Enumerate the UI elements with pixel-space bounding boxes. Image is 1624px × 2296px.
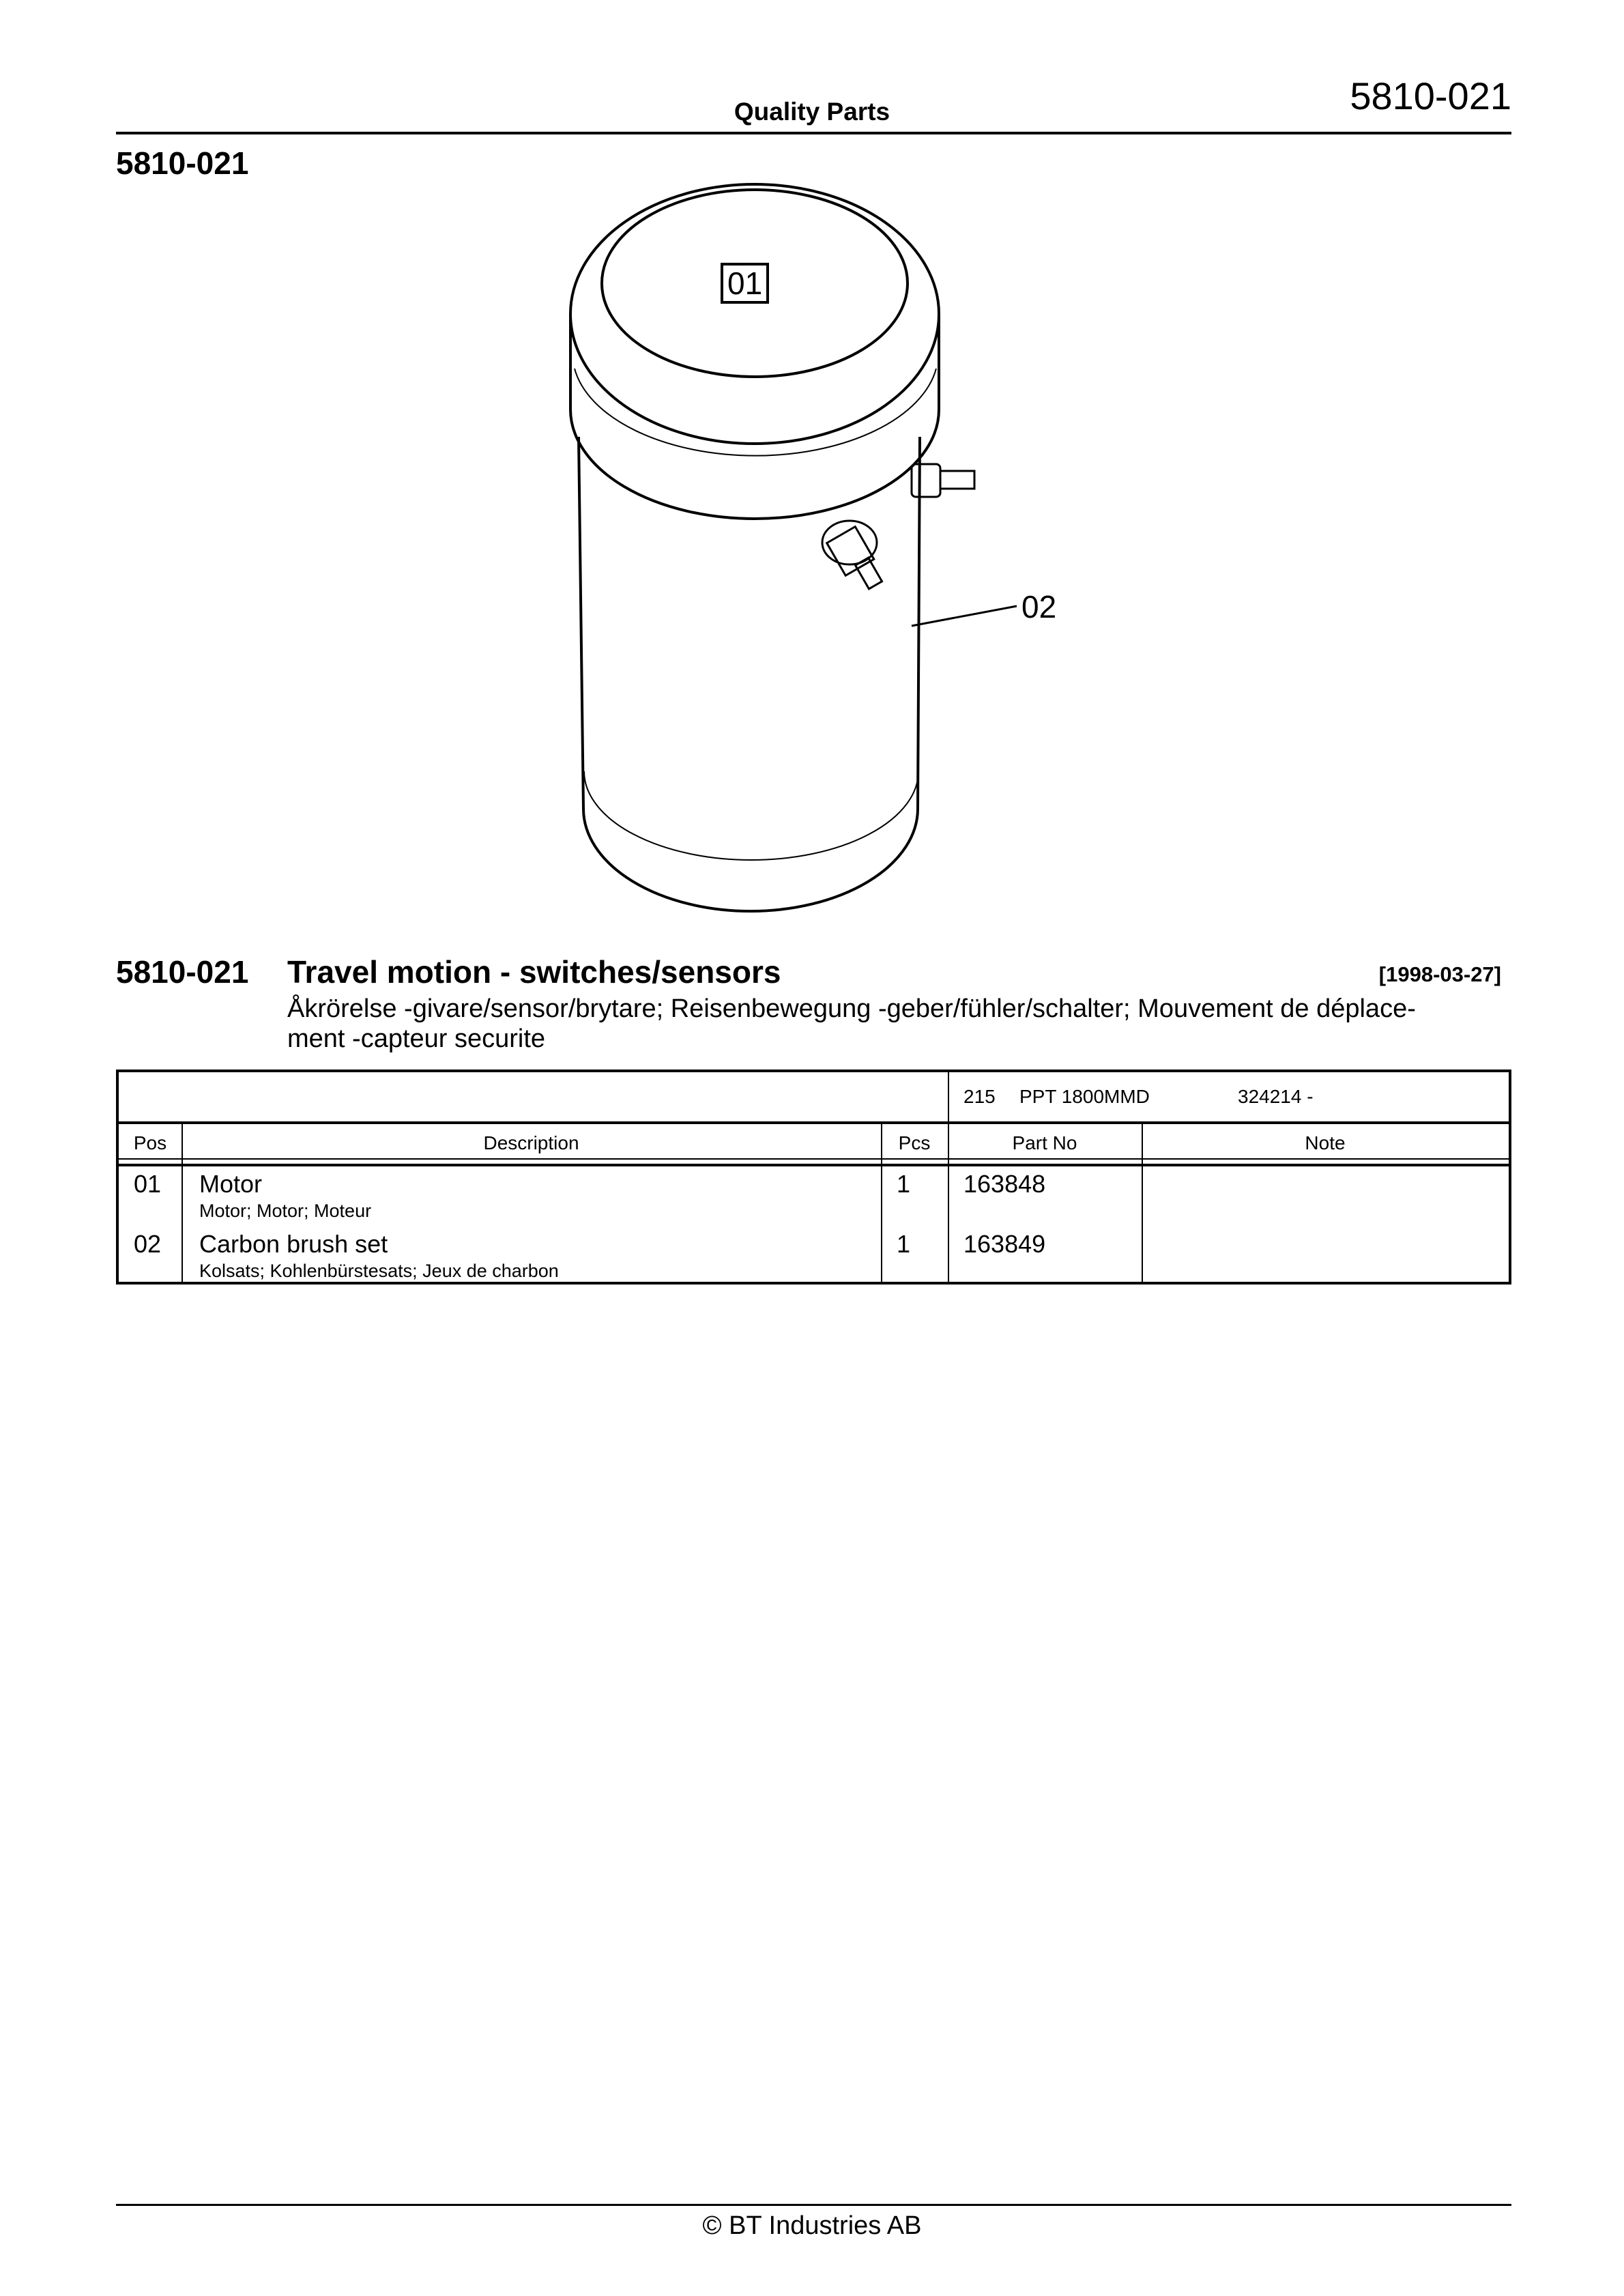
page-code: 5810-021 xyxy=(1350,74,1511,117)
row-02-pos: 02 xyxy=(134,1230,162,1258)
motor-drawing xyxy=(532,171,1024,928)
serial-number: 324214 - xyxy=(1238,1086,1314,1107)
header-rule xyxy=(116,132,1511,134)
header-title: Quality Parts xyxy=(734,98,890,126)
row-01-part-no: 163848 xyxy=(963,1170,1046,1198)
callout-01: 01 xyxy=(721,263,769,304)
row-01-translation: Motor; Motor; Moteur xyxy=(199,1201,372,1221)
group-date: [1998-03-27] xyxy=(1378,962,1501,986)
model-name: PPT 1800MMD xyxy=(1019,1086,1150,1107)
footer-copyright: © BT Industries AB xyxy=(702,2211,922,2240)
group-translation-cont: ment -capteur securite xyxy=(287,1024,546,1053)
group-code: 5810-021 xyxy=(116,954,249,990)
terminal-stud-icon xyxy=(822,464,974,589)
parts-table xyxy=(116,1070,1511,1285)
col-part-no: Part No xyxy=(1012,1132,1077,1153)
row-01-description: Motor xyxy=(199,1170,263,1198)
col-pcs: Pcs xyxy=(898,1132,931,1153)
col-note: Note xyxy=(1305,1132,1346,1153)
group-translation: Åkrörelse -givare/sensor/brytare; Reisenbewegung -geber/fühler/schalter; Mouvement de déplace- xyxy=(287,994,1416,1023)
section-code: 5810-021 xyxy=(116,145,249,181)
leader-line-02 xyxy=(912,606,1017,626)
row-02-part-no: 163849 xyxy=(963,1230,1046,1258)
row-02-translation: Kolsats; Kohlenbürstesats; Jeux de charbon xyxy=(199,1261,559,1281)
footer-rule xyxy=(116,2204,1511,2206)
col-pos: Pos xyxy=(133,1132,167,1153)
col-description: Description xyxy=(483,1132,579,1153)
callout-02: 02 xyxy=(1021,589,1057,625)
group-title: Travel motion - switches/sensors xyxy=(287,954,781,990)
row-02-pcs: 1 xyxy=(897,1230,911,1258)
model-number: 215 xyxy=(963,1086,996,1107)
row-01-pcs: 1 xyxy=(897,1170,911,1198)
row-02-description: Carbon brush set xyxy=(199,1230,388,1258)
row-01-pos: 01 xyxy=(134,1170,162,1198)
